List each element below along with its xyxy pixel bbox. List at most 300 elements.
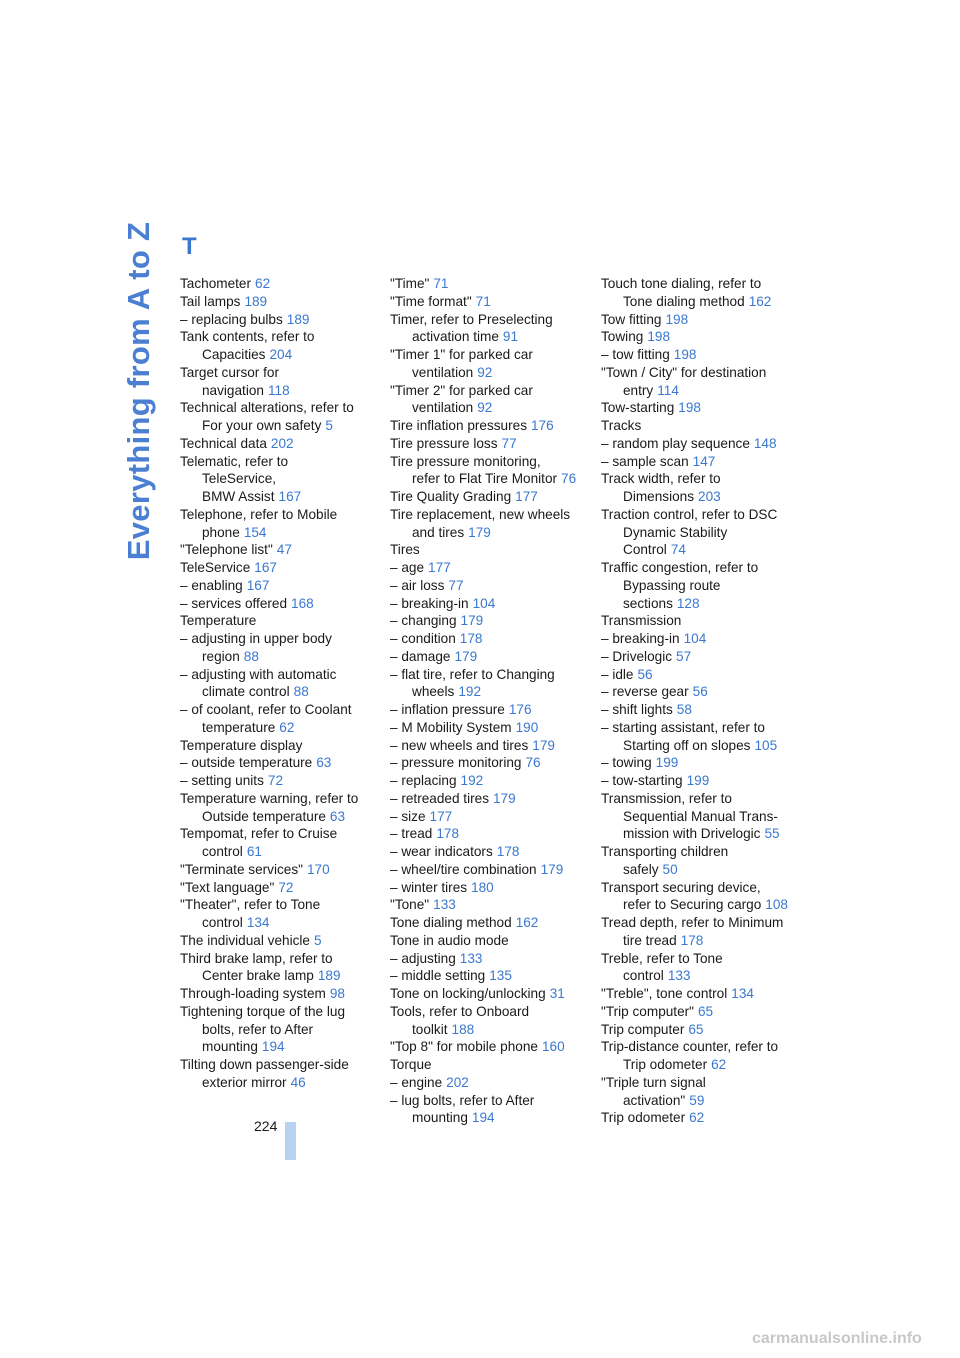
- page-reference-link[interactable]: 114: [657, 382, 679, 398]
- index-entry-term: [180, 559, 380, 577]
- page-reference-link[interactable]: 170: [306, 861, 330, 877]
- page-reference-link[interactable]: 178: [496, 844, 520, 859]
- index-entry-term: [180, 453, 380, 471]
- index-entry: [390, 754, 590, 772]
- index-entry: [390, 630, 590, 648]
- index-entry-text: – adjusting with automatic: [180, 666, 337, 682]
- index-entry-term: [180, 311, 380, 329]
- index-entry: [390, 879, 590, 897]
- index-entry-text: Tire pressure monitoring,: [390, 453, 541, 469]
- index-entry-continuation: [180, 719, 380, 737]
- index-entry: [601, 346, 801, 364]
- index-entry-term: [601, 950, 801, 968]
- index-entry-term: [390, 382, 590, 400]
- index-entry-term: [180, 772, 380, 790]
- index-entry-term: [180, 666, 380, 684]
- index-entry-text: "Timer 1" for parked car: [390, 347, 533, 362]
- page-reference-link[interactable]: 71: [475, 293, 491, 309]
- page-reference-link[interactable]: 177: [515, 489, 538, 504]
- index-entry-list: [601, 275, 801, 1127]
- index-entry-term: [601, 1021, 801, 1039]
- index-entry-text: – sample scan: [601, 453, 689, 469]
- page-reference-link[interactable]: 180: [471, 879, 494, 895]
- page-reference-link[interactable]: 5: [325, 418, 333, 433]
- index-entry: [390, 932, 590, 950]
- page-reference-link[interactable]: 92: [477, 400, 493, 416]
- page-reference-link[interactable]: 204: [269, 347, 293, 362]
- page-reference-link[interactable]: 179: [460, 613, 484, 629]
- index-entry-term: [390, 435, 590, 453]
- page-reference-link[interactable]: 104: [683, 631, 707, 646]
- page-reference-link[interactable]: 176: [508, 702, 532, 717]
- index-entry-text: TeleService: [180, 560, 251, 575]
- index-entry-term: [390, 754, 590, 772]
- page-reference-link[interactable]: 194: [471, 1110, 495, 1126]
- index-entry-text: – wear indicators: [390, 844, 493, 859]
- index-entry-text: phone: [202, 524, 240, 540]
- index-entry: [601, 1109, 801, 1127]
- page-reference-link[interactable]: 65: [698, 1003, 714, 1019]
- index-entry: [390, 311, 590, 347]
- column-top-spacer: [603, 234, 801, 260]
- index-entry: [601, 754, 801, 772]
- index-entry: [180, 1003, 380, 1056]
- page-reference-link[interactable]: 62: [689, 1110, 705, 1126]
- index-entry-text: Capacities: [202, 347, 266, 362]
- index-entry-term: [390, 311, 590, 329]
- index-entry-term: [390, 612, 590, 630]
- index-entry: [601, 772, 801, 790]
- index-entry-text: toolkit: [412, 1021, 448, 1037]
- index-entry-term: [180, 950, 380, 968]
- page-reference-link[interactable]: 65: [688, 1021, 704, 1037]
- index-entry-continuation: [390, 1021, 590, 1039]
- page-reference-link[interactable]: 198: [647, 329, 671, 345]
- index-entry-continuation: [390, 399, 590, 417]
- index-entry-term: [180, 595, 380, 613]
- page-reference-link[interactable]: 199: [686, 773, 710, 788]
- page-reference-link[interactable]: 128: [676, 595, 700, 611]
- index-entry-text: Tone dialing method: [390, 915, 512, 930]
- index-entry: [601, 666, 801, 684]
- index-entry-term: [390, 1092, 590, 1110]
- index-entry: [390, 346, 590, 382]
- page-reference-link[interactable]: 178: [459, 631, 483, 646]
- index-entry-term: [390, 914, 590, 932]
- index-entry-term: [390, 861, 590, 879]
- index-entry-text: safely: [623, 861, 659, 877]
- index-entry-term: [180, 701, 380, 719]
- index-entry: [390, 914, 590, 932]
- index-entry: [601, 914, 801, 950]
- index-entry-continuation: [180, 470, 380, 488]
- index-entry-term: [390, 1056, 590, 1074]
- index-entry-continuation: [180, 808, 380, 826]
- index-entry-term: [601, 630, 801, 648]
- page-reference-link[interactable]: 59: [689, 1092, 705, 1108]
- index-entry-continuation: [180, 843, 380, 861]
- index-entry-continuation: [601, 825, 801, 843]
- index-entry: [601, 1021, 801, 1039]
- page-reference-link[interactable]: 5: [313, 932, 322, 948]
- index-entry: [601, 790, 801, 843]
- side-section-title-text: Everything from A to Z: [121, 221, 156, 561]
- index-entry: [180, 595, 380, 613]
- index-entry-text: Tow-starting: [601, 400, 675, 416]
- page-reference-link[interactable]: 92: [477, 364, 493, 380]
- index-entry: [180, 293, 380, 311]
- index-entry: [601, 985, 801, 1003]
- index-entry-text: Tire replacement, new wheels: [390, 506, 571, 522]
- index-entry-continuation: [180, 346, 380, 364]
- page-reference-link[interactable]: 203: [698, 489, 721, 504]
- index-entry-continuation: [390, 524, 590, 542]
- index-entry-text: Tilting down passenger-side: [180, 1057, 349, 1072]
- page-reference-link[interactable]: 162: [748, 293, 772, 309]
- index-entry-text: BMW Assist: [202, 489, 275, 504]
- index-entry-text: Trip odometer: [601, 1110, 686, 1126]
- page-reference-link[interactable]: 178: [436, 826, 460, 842]
- page-reference-link[interactable]: 47: [276, 542, 292, 558]
- index-entry: [180, 577, 380, 595]
- page-reference-link[interactable]: 154: [243, 524, 267, 540]
- page-reference-link[interactable]: 62: [255, 276, 271, 291]
- page-reference-link[interactable]: 179: [532, 737, 555, 753]
- column-top-spacer: [392, 234, 590, 260]
- page-reference-link[interactable]: 133: [667, 968, 691, 984]
- index-entry: [180, 364, 380, 400]
- page-reference-link[interactable]: 71: [433, 276, 449, 291]
- index-entry-text: Temperature: [180, 613, 257, 629]
- page-reference-link[interactable]: 160: [541, 1039, 565, 1055]
- index-entry-text: Outside temperature: [202, 808, 326, 824]
- index-entry-continuation: [601, 541, 801, 559]
- index-entry-text: The individual vehicle: [180, 932, 310, 948]
- page-reference-link[interactable]: 135: [489, 968, 512, 984]
- index-entry-term: [180, 435, 380, 453]
- index-entry-text: – pressure monitoring: [390, 755, 522, 771]
- page-reference-link[interactable]: 202: [446, 1074, 469, 1090]
- index-entry-text: entry: [623, 382, 654, 398]
- page-reference-link[interactable]: 31: [549, 986, 565, 1001]
- page-reference-link[interactable]: 194: [261, 1039, 285, 1055]
- page-reference-link[interactable]: 133: [433, 897, 456, 913]
- index-entry-term: [601, 701, 801, 719]
- index-entry-text: Tone dialing method: [623, 293, 745, 309]
- index-entry-text: For your own safety: [202, 418, 322, 433]
- page-reference-link[interactable]: 178: [680, 932, 704, 948]
- index-entry-text: – Drivelogic: [601, 648, 673, 664]
- index-entry-term: [180, 275, 380, 293]
- page-reference-link[interactable]: 55: [764, 826, 780, 842]
- page-reference-link[interactable]: 202: [270, 435, 294, 451]
- index-entry-term: [390, 648, 590, 666]
- index-entry-text: ventilation: [412, 400, 474, 416]
- index-entry-text: – starting assistant, refer to: [601, 719, 765, 735]
- index-entry-term: [180, 1003, 380, 1021]
- index-entry-term: [601, 719, 801, 737]
- page-reference-link[interactable]: 98: [329, 986, 345, 1001]
- index-entry: [180, 790, 380, 826]
- index-entry: [390, 293, 590, 311]
- page-reference-link[interactable]: 188: [451, 1021, 475, 1037]
- page-reference-link[interactable]: 179: [468, 524, 491, 540]
- index-entry-text: Track width, refer to: [601, 471, 721, 487]
- index-entry-continuation: [601, 382, 801, 400]
- index-entry: [390, 666, 590, 702]
- index-entry-text: region: [202, 648, 240, 664]
- index-entry: [390, 275, 590, 293]
- page-reference-link[interactable]: 74: [670, 542, 686, 558]
- side-section-title: [121, 221, 156, 561]
- index-entry-text: refer to Flat Tire Monitor: [412, 471, 558, 487]
- index-entry-text: – wheel/tire combination: [390, 861, 537, 877]
- index-entry: [390, 1003, 590, 1039]
- index-entry-text: mission with Drivelogic: [623, 826, 761, 842]
- page-reference-link[interactable]: 63: [316, 755, 332, 771]
- page-reference-link[interactable]: 192: [460, 773, 484, 788]
- index-entry-text: Tone in audio mode: [390, 932, 509, 948]
- index-entry-term: [601, 311, 801, 329]
- index-entry-text: – random play sequence: [601, 435, 750, 451]
- index-entry: [180, 453, 380, 506]
- page-reference-link[interactable]: 189: [317, 968, 341, 984]
- index-entry-text: Technical data: [180, 435, 267, 451]
- index-entry-text: – inflation pressure: [390, 702, 505, 717]
- index-entry-term: [390, 701, 590, 719]
- index-entry: [390, 382, 590, 418]
- page-reference-link[interactable]: 104: [472, 595, 496, 611]
- page-reference-link[interactable]: 179: [493, 790, 516, 806]
- section-letter-heading: T: [182, 233, 197, 260]
- page-reference-link[interactable]: 134: [731, 986, 754, 1001]
- index-entry: [601, 328, 801, 346]
- index-entry-term: [180, 630, 380, 648]
- index-entry: [390, 541, 590, 559]
- index-entry-term: [180, 825, 380, 843]
- index-entry: [180, 754, 380, 772]
- index-entry-text: Tools, refer to Onboard: [390, 1003, 530, 1019]
- index-entry-text: Trip odometer: [623, 1057, 708, 1072]
- page-reference-link[interactable]: 147: [692, 453, 716, 469]
- page-reference-link[interactable]: 72: [278, 879, 294, 895]
- index-entry-text: navigation: [202, 382, 264, 398]
- page-reference-link[interactable]: 57: [676, 648, 692, 664]
- index-entry: [601, 950, 801, 986]
- page-reference-link[interactable]: 76: [525, 755, 541, 771]
- page-reference-link[interactable]: 198: [665, 311, 689, 327]
- index-entry-text: – tow-starting: [601, 773, 683, 788]
- page-reference-link[interactable]: 148: [753, 435, 777, 451]
- index-entry-text: "Time": [390, 276, 430, 291]
- index-entry-continuation: [601, 808, 801, 826]
- index-entry-term: [390, 630, 590, 648]
- page-reference-link[interactable]: 62: [711, 1057, 727, 1072]
- page-number-bar: [285, 1122, 296, 1160]
- index-entry-term: [180, 754, 380, 772]
- index-column-3: [601, 230, 801, 1127]
- page-reference-link[interactable]: 77: [501, 435, 517, 451]
- index-entry: [180, 275, 380, 293]
- index-entry: [180, 630, 380, 666]
- index-entry-continuation: [601, 524, 801, 542]
- index-entry-term: [180, 541, 380, 559]
- index-entry-text: "Text language": [180, 879, 275, 895]
- index-entry: [390, 701, 590, 719]
- page-reference-link[interactable]: 176: [531, 418, 554, 433]
- index-entry-text: "Trip computer": [601, 1003, 694, 1019]
- index-entry-text: Trip computer: [601, 1021, 685, 1037]
- index-entry-text: – flat tire, refer to Changing: [390, 666, 555, 682]
- index-entry-text: control: [202, 915, 243, 930]
- index-entry-term: [601, 506, 801, 524]
- page-reference-link[interactable]: 167: [278, 489, 302, 504]
- page-reference-link[interactable]: 118: [267, 382, 290, 398]
- page-reference-link[interactable]: 61: [246, 844, 262, 859]
- index-entry-text: Control: [623, 542, 667, 558]
- index-column-2: [390, 230, 590, 1127]
- index-entry-text: – adjusting in upper body: [180, 631, 332, 646]
- index-entry-term: [601, 754, 801, 772]
- page-reference-link[interactable]: 179: [454, 648, 478, 664]
- page-reference-link[interactable]: 63: [329, 808, 346, 824]
- index-entry-text: Starting off on slopes: [623, 737, 751, 753]
- index-entry-term: [601, 417, 801, 435]
- index-entry-text: Through-loading system: [180, 986, 326, 1001]
- page-reference-link[interactable]: 198: [678, 400, 701, 416]
- page-reference-link[interactable]: 88: [243, 648, 259, 664]
- index-entry-text: – tread: [390, 826, 433, 842]
- page-reference-link[interactable]: 199: [655, 755, 679, 771]
- page-reference-link[interactable]: 50: [662, 861, 678, 877]
- index-entry: [601, 879, 801, 915]
- index-entry-list: [180, 275, 380, 1092]
- page-reference-link[interactable]: 108: [765, 897, 788, 913]
- index-entry-term: [390, 506, 590, 524]
- index-entry-term: [390, 453, 590, 471]
- index-entry-term: [180, 506, 380, 524]
- index-entry-text: – engine: [390, 1074, 443, 1090]
- index-entry-term: [390, 790, 590, 808]
- index-entry-term: [601, 364, 801, 382]
- index-entry-text: tire tread: [623, 932, 677, 948]
- page-reference-link[interactable]: 168: [291, 595, 314, 611]
- index-entry: [390, 950, 590, 968]
- index-entry: [390, 1074, 590, 1092]
- page-reference-link[interactable]: 167: [254, 560, 277, 575]
- page-reference-link[interactable]: 192: [458, 684, 482, 700]
- index-entry-text: – condition: [390, 631, 456, 646]
- index-entry: [180, 541, 380, 559]
- index-entry: [601, 1038, 801, 1074]
- page-reference-link[interactable]: 189: [244, 293, 268, 309]
- index-entry: [180, 612, 380, 630]
- index-entry-term: [390, 488, 590, 506]
- index-entry-continuation: [390, 470, 590, 488]
- index-entry-text: – winter tires: [390, 879, 468, 895]
- index-entry-continuation: [390, 683, 590, 701]
- page-reference-link[interactable]: 189: [286, 311, 310, 327]
- index-entry-text: control: [623, 968, 664, 984]
- index-entry-text: Target cursor for: [180, 364, 279, 380]
- index-entry-term: [180, 737, 380, 755]
- index-entry-term: [390, 879, 590, 897]
- page-reference-link[interactable]: 105: [754, 737, 778, 753]
- page-reference-link[interactable]: 76: [561, 471, 577, 487]
- index-entry-text: and tires: [412, 524, 465, 540]
- index-entry-text: Transmission, refer to: [601, 790, 732, 806]
- page-reference-link[interactable]: 179: [540, 861, 564, 877]
- page-reference-link[interactable]: 198: [673, 347, 697, 362]
- page-reference-link[interactable]: 134: [246, 915, 270, 930]
- index-entry-text: Center brake lamp: [202, 968, 314, 984]
- index-entry: [390, 790, 590, 808]
- index-entry-continuation: [601, 293, 801, 311]
- index-entry-continuation: [390, 328, 590, 346]
- index-entry-text: exterior mirror: [202, 1074, 287, 1090]
- index-entry-text: "Timer 2" for parked car: [390, 382, 533, 398]
- index-entry-term: [601, 843, 801, 861]
- index-entry-term: [390, 1074, 590, 1092]
- index-entry-term: [390, 346, 590, 364]
- index-entry-term: [180, 612, 380, 630]
- index-entry-text: – of coolant, refer to Coolant: [180, 702, 352, 717]
- index-entry-text: – enabling: [180, 577, 243, 593]
- index-entry: [390, 506, 590, 542]
- index-entry-term: [601, 435, 801, 453]
- index-entry-text: – damage: [390, 648, 451, 664]
- index-entry-text: Telephone, refer to Mobile: [180, 506, 338, 522]
- page-reference-link[interactable]: 167: [246, 577, 270, 593]
- index-entry: [601, 399, 801, 417]
- page-reference-link[interactable]: 62: [279, 719, 295, 735]
- page-reference-link[interactable]: 72: [267, 773, 284, 788]
- index-entry-continuation: [180, 524, 380, 542]
- page-reference-link[interactable]: 46: [290, 1074, 306, 1090]
- page-reference-link[interactable]: 91: [502, 329, 519, 345]
- page-reference-link[interactable]: 177: [428, 560, 451, 575]
- index-entry-text: Touch tone dialing, refer to: [601, 276, 762, 291]
- page-reference-link[interactable]: 56: [637, 666, 653, 682]
- index-entry-text: Temperature warning, refer to: [180, 790, 359, 806]
- index-entry: [180, 737, 380, 755]
- index-entry-text: – tow fitting: [601, 347, 670, 362]
- index-entry: [601, 275, 801, 311]
- page-reference-link[interactable]: 58: [676, 702, 692, 717]
- index-entry: [180, 772, 380, 790]
- page-reference-link[interactable]: 190: [515, 719, 539, 735]
- index-entry: [390, 612, 590, 630]
- page-reference-link[interactable]: 162: [515, 915, 539, 930]
- page-reference-link[interactable]: 88: [293, 684, 309, 700]
- index-entry: [601, 435, 801, 453]
- index-entry: [601, 1003, 801, 1021]
- index-entry-term: [180, 364, 380, 382]
- index-entry: [601, 453, 801, 471]
- page-reference-link[interactable]: 133: [459, 950, 483, 966]
- index-entry: [390, 808, 590, 826]
- page-reference-link[interactable]: 177: [429, 808, 453, 824]
- index-entry-text: Technical alterations, refer to: [180, 400, 354, 416]
- page-reference-link[interactable]: 77: [448, 577, 464, 593]
- index-entry-text: climate control: [202, 684, 290, 700]
- index-entry-text: Transmission: [601, 613, 682, 629]
- index-entry-term: [601, 470, 801, 488]
- index-entry: [180, 861, 380, 879]
- index-entry-term: [180, 932, 380, 950]
- index-entry-text: Bypassing route: [623, 577, 721, 593]
- page-reference-link[interactable]: 56: [692, 684, 708, 700]
